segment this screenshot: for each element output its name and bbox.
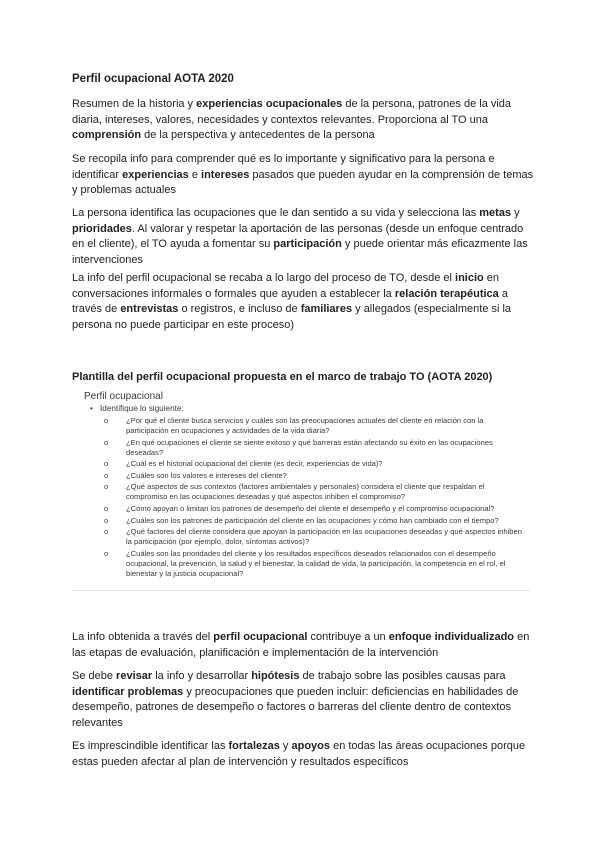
- emphasis-text: hipótesis: [251, 670, 300, 682]
- paragraph-text: de la perspectiva y antecedentes de la persona: [141, 129, 375, 141]
- circle-bullet-icon: o: [104, 527, 109, 537]
- paragraph-occupations-goals: [72, 206, 534, 268]
- template-question: [104, 549, 526, 579]
- paragraph-text: Resumen de la historia y: [72, 98, 197, 110]
- circle-bullet-icon: o: [104, 548, 109, 558]
- template-question: [104, 482, 526, 502]
- circle-bullet-icon: o: [104, 482, 109, 492]
- paragraph-text: en las etapas de evaluación, planificación e implementación de la intervención: [72, 631, 530, 659]
- template-question-list: [104, 416, 526, 580]
- emphasis-text: participación: [273, 238, 342, 250]
- paragraph-text: e: [188, 168, 202, 181]
- paragraph-text: y: [511, 207, 520, 219]
- circle-bullet-icon: o: [104, 503, 109, 513]
- template-question-text: ¿Cuál es el historial ocupacional del cliente (es decir, experiencias de vida)?: [126, 459, 383, 469]
- paragraph-individualized-approach: [72, 630, 534, 661]
- paragraph-text: o registros, e incluso de: [178, 303, 301, 315]
- circle-bullet-icon: o: [104, 437, 109, 447]
- paragraph-text: Se recopila info para comprender qué es lo importante y significativo para la persona e identificar: [72, 153, 495, 181]
- occupational-profile-template-image: [72, 388, 530, 591]
- emphasis-text: apoyos: [291, 740, 331, 752]
- emphasis-text: inicio: [455, 272, 484, 284]
- paragraph-strengths: [72, 739, 534, 770]
- paragraph-text: y allegados (especialmente si la persona no puede participar en este proceso): [72, 303, 512, 331]
- paragraph-text: Es imprescindible identificar las: [72, 740, 229, 752]
- paragraph-text: en todas las áreas ocupaciones porque estas pueden afectar al plan de intervención y resultados específicos: [72, 740, 526, 768]
- template-question-text: ¿En qué ocupaciones el cliente se siente exitoso y qué barreras están afectando su éxito en las ocupaciones deseadas?: [126, 437, 493, 457]
- paragraph-text: y preocupaciones que pueden incluir: deficiencias en habilidades de desempeño, patrones de desempeño o factores o barreras del cliente dentro de contextos relevantes: [72, 685, 519, 729]
- emphasis-text: familiares: [300, 303, 353, 315]
- page-title: Perfil ocupacional AOTA 2020: [72, 73, 234, 85]
- template-question-text: ¿Qué aspectos de sus contextos (factores ambientales y personales) considera el cliente que respaldan el compromiso en las ocupaciones deseadas y qué aspectos inhiben el compromiso?: [126, 482, 485, 502]
- emphasis-text: fortalezas: [228, 740, 280, 752]
- template-question: [104, 416, 526, 436]
- template-question: [104, 471, 526, 481]
- template-question-text: ¿Cuáles son los patrones de participación del cliente en las ocupaciones y cómo han cambiado con el tiempo?: [126, 515, 499, 525]
- paragraph-text: contribuye a un: [307, 631, 389, 643]
- paragraph-hypothesis: [72, 669, 534, 731]
- template-question: [104, 516, 526, 526]
- paragraph-text: Se debe: [72, 670, 117, 682]
- circle-bullet-icon: o: [104, 459, 109, 469]
- template-subheading-text: Identifique lo siguiente:: [100, 404, 184, 413]
- circle-bullet-icon: o: [104, 470, 109, 480]
- emphasis-text: metas: [479, 207, 512, 219]
- paragraph-text: La info del perfil ocupacional se recaba a lo largo del proceso de TO, desde el: [72, 272, 456, 284]
- paragraph-text: de trabajo sobre las posibles causas para: [299, 670, 506, 682]
- paragraph-text: . Al valorar y respetar la aportación de las personas (desde un enfoque centrado en el cliente), el TO ayuda a fomentar su: [72, 222, 524, 250]
- paragraph-process: [72, 271, 534, 333]
- template-subheading: [90, 404, 184, 413]
- template-question: [104, 504, 526, 514]
- emphasis-text: experiencias ocupacionales: [196, 98, 343, 110]
- emphasis-text: comprensión: [72, 129, 142, 141]
- bullet-icon: •: [90, 404, 93, 413]
- emphasis-text: intereses: [201, 168, 250, 181]
- circle-bullet-icon: o: [104, 515, 109, 525]
- template-question-text: ¿Cuáles son los valores e intereses del cliente?: [126, 470, 287, 480]
- emphasis-text: entrevistas: [120, 303, 179, 315]
- section-title-template: Plantilla del perfil ocupacional propuesta en el marco de trabajo TO (AOTA 2020): [72, 371, 493, 383]
- paragraph-text: la info y desarrollar: [152, 670, 252, 682]
- paragraph-text: en conversaciones informales o formales que ayuden a establecer la: [72, 272, 500, 300]
- emphasis-text: revisar: [116, 670, 153, 682]
- template-question-text: ¿Cómo apoyan o limitan los patrones de desempeño del cliente el desempeño y el compromiso ocupacional?: [126, 503, 495, 513]
- emphasis-text: relación terapéutica: [394, 287, 499, 300]
- emphasis-text: prioridades: [72, 222, 132, 235]
- emphasis-text: enfoque individualizado: [388, 631, 515, 643]
- paragraph-text: pasados que pueden ayudar en la comprensión de temas y problemas actuales: [72, 168, 534, 196]
- template-question-text: ¿Por qué el cliente busca servicios y cuáles son las preocupaciones actuales del cliente en relación con la participación en ocupaciones y actividades de la vida diaria?: [126, 416, 484, 435]
- emphasis-text: experiencias: [122, 168, 189, 181]
- paragraph-text: La persona identifica las ocupaciones que le dan sentido a su vida y selecciona las: [72, 207, 480, 219]
- paragraph-text: y puede orientar más eficazmente las intervenciones: [72, 238, 528, 266]
- template-question: [104, 438, 526, 458]
- emphasis-text: identificar problemas: [72, 685, 184, 698]
- paragraph-text: de la persona, patrones de la vida diaria, intereses, valores, necesidades y contextos relevantes. Proporciona al TO una: [72, 98, 512, 126]
- emphasis-text: perfil ocupacional: [213, 631, 308, 643]
- template-question: [104, 459, 526, 469]
- template-question-text: ¿Cuáles son las prioridades del cliente y los resultados específicos deseados relacionados con el desempeño ocupacional, la prevención, la salud y el bienestar, la calidad de vida, la participación, la competencia en el rol, el bienestar y la justicia ocupacional?: [126, 548, 506, 578]
- template-question-text: ¿Qué factores del cliente considera que apoyan la participación en las ocupaciones deseadas y qué aspectos inhiben la participación (por ejemplo, dolor, síntomas activos)?: [126, 527, 522, 547]
- paragraph-summary: [72, 97, 534, 144]
- circle-bullet-icon: o: [104, 416, 109, 425]
- paragraph-text: a través de: [72, 287, 508, 315]
- paragraph-info-gathering: [72, 152, 534, 199]
- template-question: [104, 527, 526, 547]
- paragraph-text: y: [279, 740, 292, 752]
- paragraph-text: La info obtenida a través del: [72, 631, 214, 643]
- template-heading: Perfil ocupacional: [84, 391, 163, 402]
